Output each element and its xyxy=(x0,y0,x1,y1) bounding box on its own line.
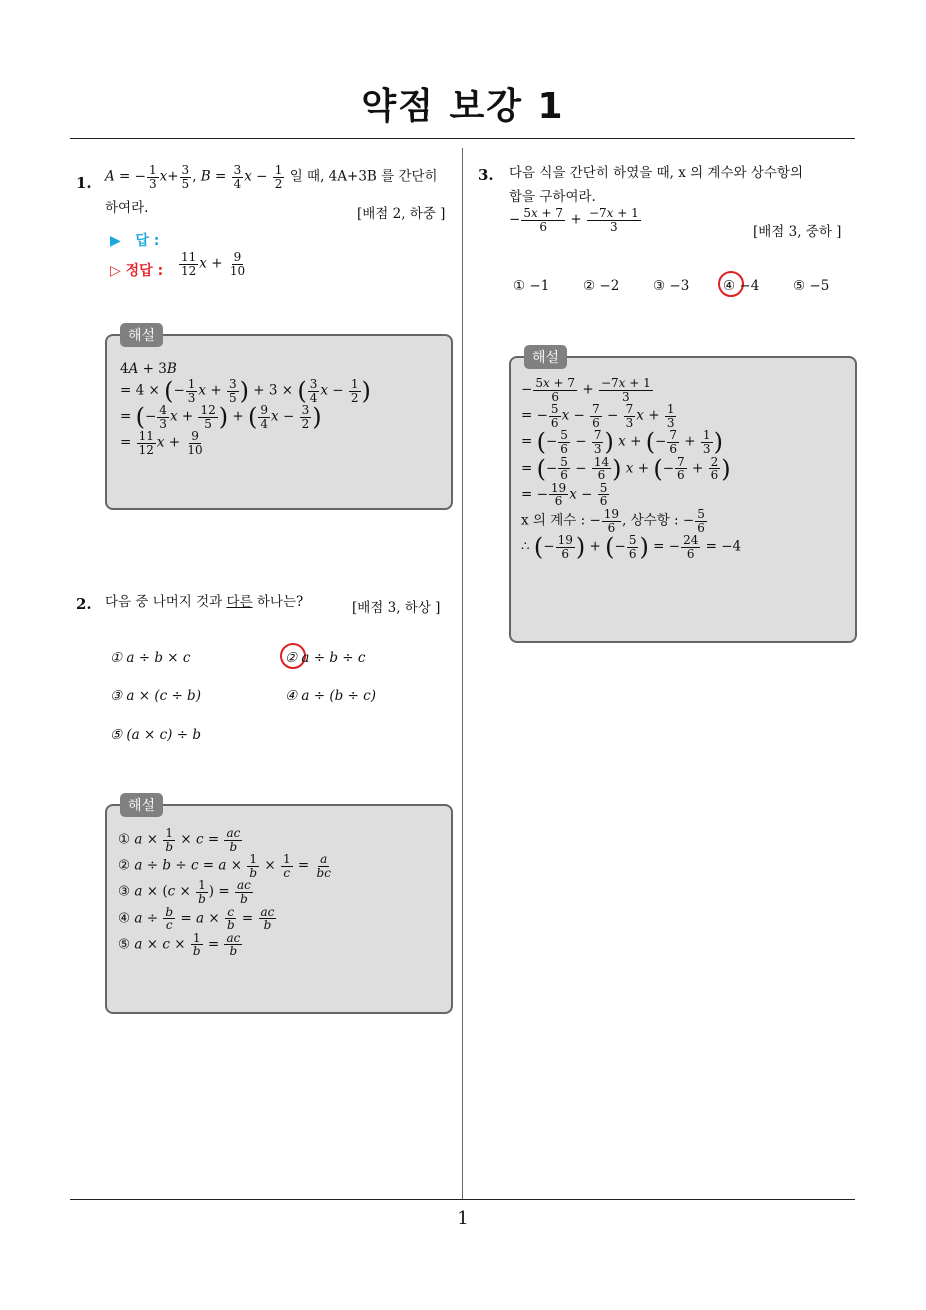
q2-number: 2. xyxy=(76,595,92,613)
q3-stem-line2: 합을 구하여라. xyxy=(509,189,596,205)
column-divider xyxy=(462,148,463,1200)
q2-choice-4[interactable]: ④ a ÷ (b ÷ c) xyxy=(285,688,376,704)
q3-score: [배점 3, 중하 ] xyxy=(753,224,842,240)
q3-choice-2[interactable]: ② −2 xyxy=(583,278,620,294)
page-title: 약점 보강 1 xyxy=(361,86,565,127)
q3-choice-4[interactable]: ④ −4 xyxy=(723,278,760,294)
q3-solution-tag: 해설 xyxy=(524,345,567,369)
q2-stem: 다음 중 나머지 것과 다른 하나는? xyxy=(105,594,304,610)
footer-rule xyxy=(70,1199,855,1200)
q1-number: 1. xyxy=(76,174,92,192)
q2-solution: ① a × $\frac{1}{b}$ × c = $\frac{ac}{b}$ ② a ÷ b ÷ c = a × $\frac{1}{b}$ × $\frac{1}{c}$ = $\frac{a}{bc}$ ③ a × (c × $\frac{1}{b}$ ) = $\frac{ac}{b}$ ④ a ÷ $\frac{b}{c}$ = a × $\frac{c}{b}$ = $\frac{ac}{b}$ ⑤ a × c × $\frac{1}{b}$ = $\frac{ac}{b}$ xyxy=(118,826,331,959)
outline-triangle-icon: ▷ xyxy=(110,263,121,279)
title-rule xyxy=(70,138,855,139)
q2-choice-3[interactable]: ③ a × (c ÷ b) xyxy=(110,688,201,704)
q2-solution-tag: 해설 xyxy=(120,793,163,817)
play-triangle-icon: ▶ xyxy=(110,233,121,249)
q3-number: 3. xyxy=(478,166,494,184)
page-number: 1 xyxy=(457,1208,469,1229)
q2-choice-5[interactable]: ⑤ (a × c) ÷ b xyxy=(110,727,201,743)
q1-score: [배점 2, 하중 ] xyxy=(357,206,446,222)
q1-answer-row xyxy=(110,230,159,250)
q1-correct-answer: $\frac{11}{12}$ x + $\frac{9}{10}$ xyxy=(181,250,246,278)
q3-choice-3[interactable]: ③ −3 xyxy=(653,278,690,294)
q1-solution-tag: 해설 xyxy=(120,323,163,347)
q3-choice-1[interactable]: ① −1 xyxy=(513,278,550,294)
q1-correct-label: 정답 : xyxy=(125,263,164,279)
q1-correct-row xyxy=(110,260,163,280)
q1-stem-tail: 일 때, 4A+3B 를 간단히 xyxy=(289,168,438,185)
q2-choice-2[interactable]: ② a ÷ b ÷ c xyxy=(285,650,366,666)
q1-solution: 4A + 3B = 4 × (− $\frac{1}{3}$ x + $\frac{3}{5}$ ) + 3 × ( $\frac{3}{4}$ x − $\frac{1}{2}$ ) = (− $\frac{4}{3}$ x + $\frac{12}{5}$ ) + ( $\frac{9}{4}$ x − $\frac{3}{2}$ ) = $\frac{11}{12}$ x + $\frac{9}{10}$ xyxy=(120,361,371,457)
q1-stem-line1: A = − $\frac{1}{3}$ x+ $\frac{3}{5}$ , B = $\frac{3}{4}$ x − $\frac{1}{2}$ 일 때, 4A+3B 를 간단히 xyxy=(105,163,438,191)
q3-choice-5[interactable]: ⑤ −5 xyxy=(793,278,830,294)
q3-stem-line1: 다음 식을 간단히 하였을 때, x 의 계수와 상수항의 xyxy=(509,165,804,181)
q3-solution: − $\frac{5x + 7}{6}$ + $\frac{-7x + 1}{3}$ = − $\frac{5}{6}$ x − $\frac{7}{6}$ − $\frac{7}{3}$ x + $\frac{1}{3}$ = (− $\frac{5}{6}$ − $\frac{7}{3}$ ) x + (− $\frac{7}{6}$ + $\frac{1}{3}$ ) = (− $\frac{5}{6}$ − $\frac{14}{6}$ ) x + (− $\frac{7}{6}$ + $\frac{2}{6}$ ) = − $\frac{19}{6}$ x − $\frac{5}{6}$ x 의 계수 : − $\frac{19}{6}$ , 상수항 : − $\frac{5}{6}$ ∴ (− $\frac{19}{6}$ ) + (− $\frac{5}{6}$ ) = − $\frac{24}{6}$ = −4 xyxy=(521,376,742,562)
q1-stem-line2: 하여라. xyxy=(105,200,149,216)
q1-answer-label: 답 : xyxy=(135,233,160,249)
q2-score: [배점 3, 하상 ] xyxy=(352,600,441,616)
q2-choice-1[interactable]: ① a ÷ b × c xyxy=(110,650,191,666)
q3-expression: − $\frac{5x + 7}{6}$ + $\frac{-7x + 1}{3}$ xyxy=(509,206,639,234)
